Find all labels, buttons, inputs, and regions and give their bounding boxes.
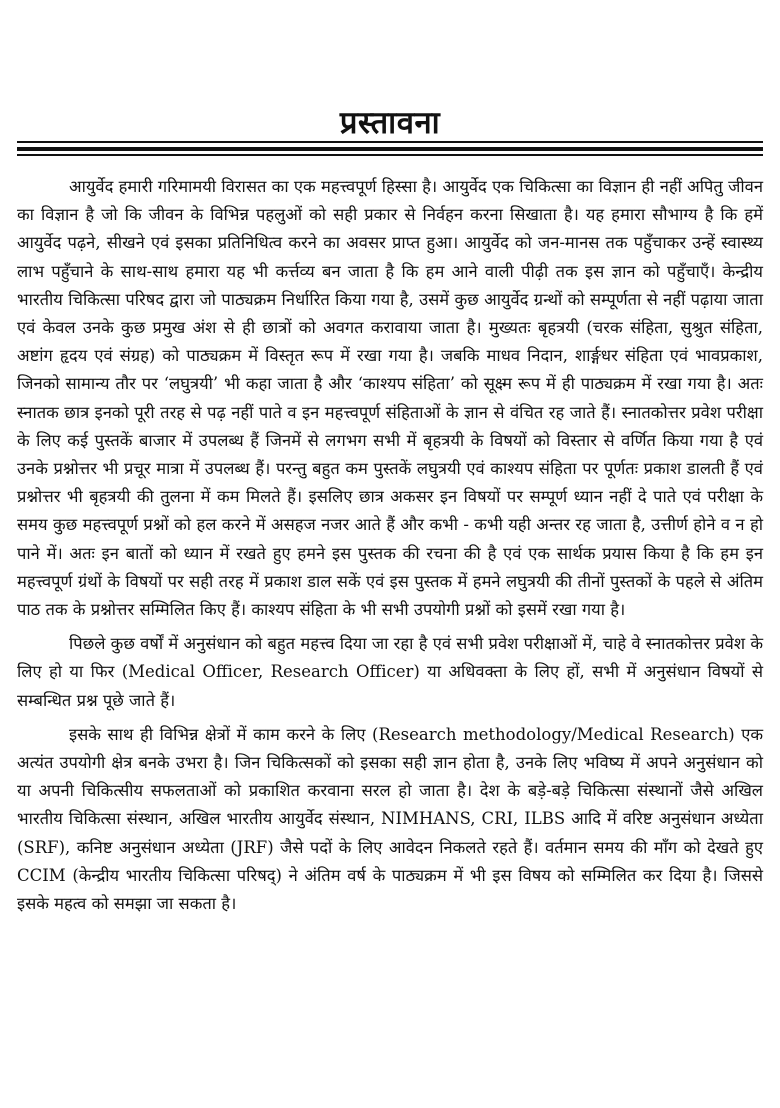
preface-paragraph-2: पिछले कुछ वर्षों में अनुसंधान को बहुत महत्त्व दिया जा रहा है एवं सभी प्रवेश परीक्षाओं में, चाहे वे स्नातकोत्तर प्रवेश के लिए हो या फिर (Medical Officer, Research Officer) या अधिवक्ता के लिए हों, सभी में अनुसंधान विषयों से सम्बन्धित प्रश्न पूछे जाते हैं। [17, 634, 763, 710]
title-divider-middle [17, 147, 763, 151]
page-title: प्रस्तावना [339, 104, 441, 141]
title-divider-top [17, 141, 763, 143]
preface-body [17, 173, 763, 918]
preface-paragraph-3: इसके साथ ही विभिन्न क्षेत्रों में काम करने के लिए (Research methodology/Medical Research) एक अत्यंत उपयोगी क्षेत्र बनके उभरा है। जिन चिकित्सकों को इसका सही ज्ञान होता है, उनके लिए भविष्य में अपने अनुसंधान को या अपनी चिकित्सीय सफलताओं को प्रकाशित करवाना सरल हो जाता है। देश के बड़े-बड़े चिकित्सा संस्थानों जैसे अखिल भारतीय चिकित्सा संस्थान, अखिल भारतीय आयुर्वेद संस्थान, NIMHANS, CRI, ILBS आदि में वरिष्ट अनुसंधान अध्येता (SRF), कनिष्ट अनुसंधान अध्येता (JRF) जैसे पदों के लिए आवेदन निकलते रहते हैं। वर्तमान समय की माँग को देखते हुए CCIM (केन्द्रीय भारतीय चिकित्सा परिषद्) ने अंतिम वर्ष के पाठ्यक्रम में भी इस विषय को सम्मिलित कर दिया है। जिससे इसके महत्व को समझा जा सकता है। [17, 724, 763, 914]
title-divider-bottom [17, 154, 763, 156]
preface-paragraph-1: आयुर्वेद हमारी गरिमामयी विरासत का एक महत्त्वपूर्ण हिस्सा है। आयुर्वेद एक चिकित्सा का विज्ञान ही नहीं अपितु जीवन का विज्ञान है जो कि जीवन के विभिन्न पहलुओं को सही प्रकार से निर्वहन करना सिखाता है। यह हमारा सौभाग्य है कि हमें आयुर्वेद पढ़ने, सीखने एवं इसका प्रतिनिधित्व करने का अवसर प्राप्त हुआ। आयुर्वेद को जन-मानस तक पहुँचाकर उन्हें स्वास्थ्य लाभ पहुँचाने के साथ-साथ हमारा यह भी कर्त्तव्य बन जाता है कि हम आने वाली पीढ़ी तक इस ज्ञान को पहुँचाएँ। केन्द्रीय भारतीय चिकित्सा परिषद द्वारा जो पाठ्यक्रम निर्धारित किया गया है, उसमें कुछ आयुर्वेद ग्रन्थों को सम्पूर्णता से नहीं पढ़ाया जाता एवं केवल उनके कुछ प्रमुख अंश से ही छात्रों को अवगत करावाया जाता है। मुख्यतः बृहत्रयी (चरक संहिता, सुश्रुत संहिता, अष्टांग हृदय एवं संग्रह) को पाठ्यक्रम में विस्तृत रूप में रखा गया है। जबकि माधव निदान, शार्ङ्गधर संहिता एवं भावप्रकाश, जिनको सामान्य तौर पर ‘लघुत्रयी’ भी कहा जाता है और ‘काश्यप संहिता’ को सूक्ष्म रूप में ही पाठ्यक्रम में रखा गया है। अतः स्नातक छात्र इनको पूरी तरह से पढ़ नहीं पाते व इन महत्त्वपूर्ण संहिताओं के ज्ञान से वंचित रह जाते हैं। स्नातकोत्तर प्रवेश परीक्षा के लिए कई पुस्तकें बाजार में उपलब्ध हैं जिनमें से लगभग सभी में बृहत्रयी के विषयों को विस्तार से वर्णित किया गया है एवं उनके प्रश्नोत्तर भी प्रचूर मात्रा में उपलब्ध हैं। परन्तु बहुत कम पुस्तकें लघुत्रयी एवं काश्यप संहिता पर पूर्णतः प्रकाश डालती हैं एवं प्रश्नोत्तर भी बृहत्रयी की तुलना में कम मिलते हैं। इसलिए छात्र अकसर इन विषयों पर सम्पूर्ण ध्यान नहीं दे पाते एवं परीक्षा के समय कुछ महत्त्वपूर्ण प्रश्नों को हल करने में असहज नजर आते हैं और कभी - कभी यही अन्तर रह जाता है, उत्तीर्ण होने व न हो पाने में। अतः इन बातों को ध्यान में रखते हुए हमने इस पुस्तक की रचना की है एवं एक सार्थक प्रयास किया है कि हम इन महत्त्वपूर्ण ग्रंथों के विषयों पर सही तरह में प्रकाश डाल सकें एवं इस पुस्तक में हमने लघुत्रयी की तीनों पुस्तकों के पहले से अंतिम पाठ तक के प्रश्नोत्तर सम्मिलित किए हैं। काश्यप संहिता के भी सभी उपयोगी प्रश्नों को इसमें रखा गया है। [17, 177, 763, 620]
